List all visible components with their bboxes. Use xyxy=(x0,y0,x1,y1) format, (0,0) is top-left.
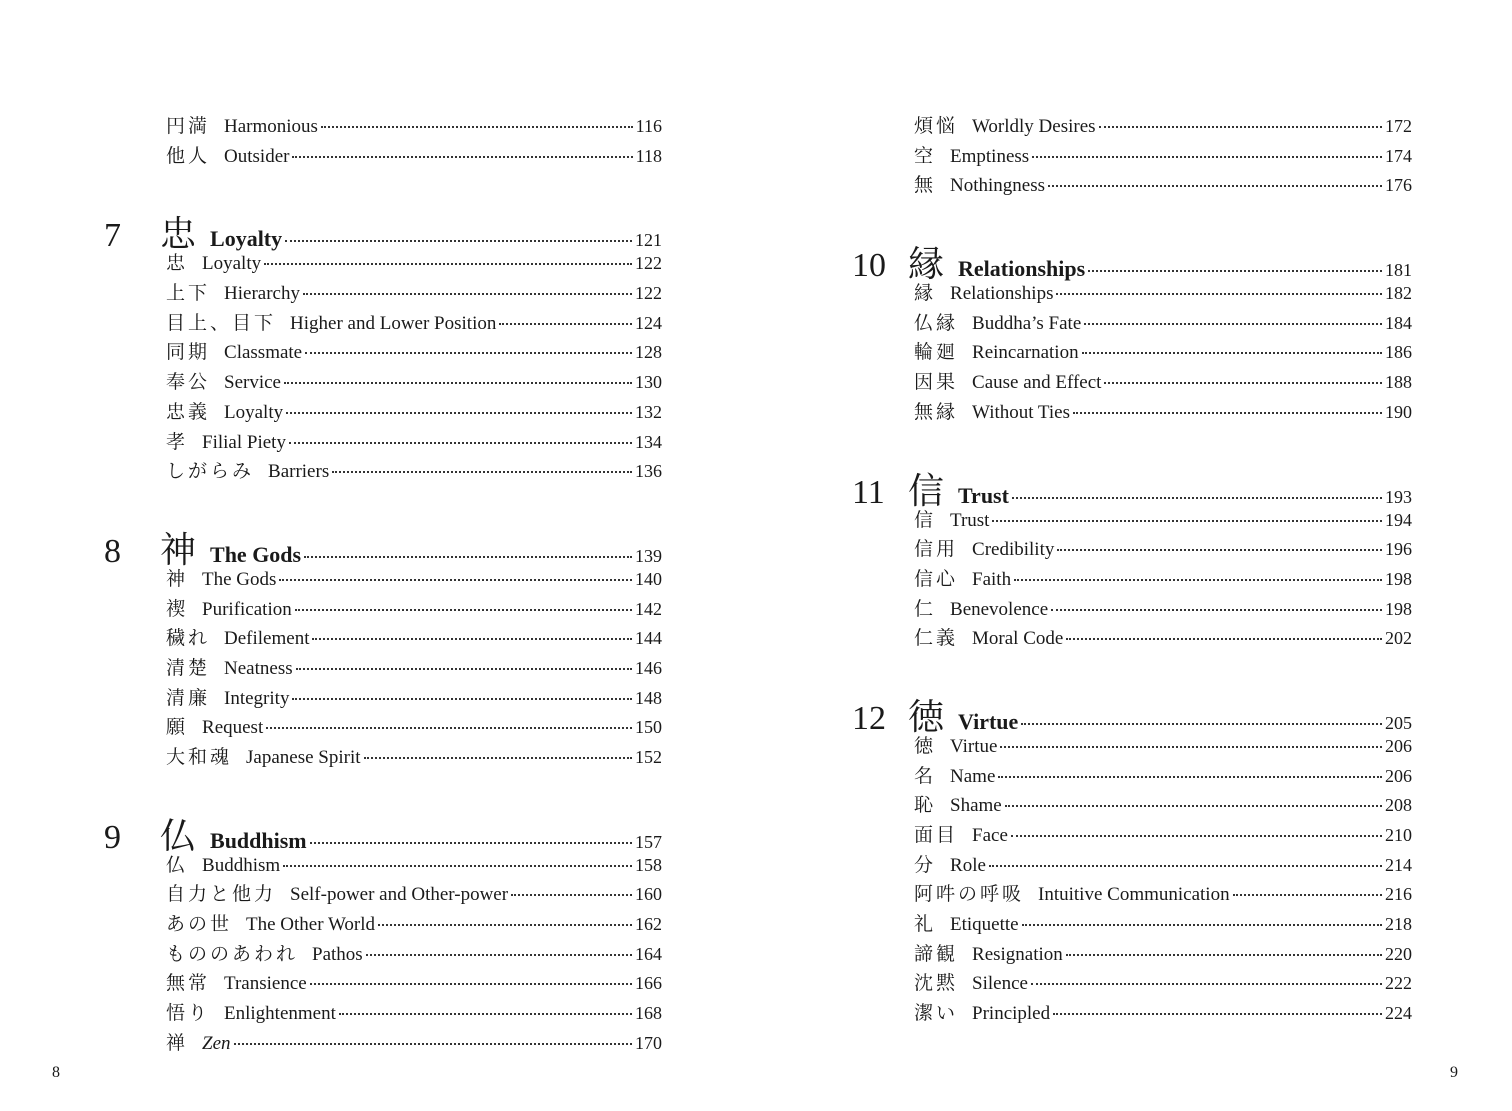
entry-page-number: 184 xyxy=(1385,312,1412,333)
chapter-title: Virtue xyxy=(958,708,1019,734)
chapter-number: 8 xyxy=(104,532,121,570)
entry-title: Purification xyxy=(202,598,292,620)
dot-leader xyxy=(303,293,632,295)
entry-japanese: 諦観 xyxy=(914,943,959,965)
entry-title: Role xyxy=(950,854,986,876)
toc-entry[interactable] xyxy=(166,623,662,653)
entry-japanese: 面目 xyxy=(914,825,959,846)
dot-leader xyxy=(1073,412,1382,414)
dot-leader xyxy=(998,776,1382,778)
dot-leader xyxy=(1005,805,1382,807)
toc-entry[interactable] xyxy=(914,879,1412,909)
entry-page-number: 190 xyxy=(1385,401,1412,422)
entry-page-number: 218 xyxy=(1385,914,1412,935)
dot-leader xyxy=(364,757,632,759)
entry-title: Face xyxy=(972,825,1008,846)
entry-title: Higher and Lower Position xyxy=(290,312,497,334)
entry-japanese: 空 xyxy=(914,145,937,167)
toc-entry[interactable] xyxy=(166,850,662,880)
toc-entry[interactable] xyxy=(166,909,662,939)
entry-japanese: しがらみ xyxy=(166,461,255,483)
toc-entry[interactable] xyxy=(914,308,1412,338)
entry-title: Service xyxy=(224,372,281,394)
entry-japanese: 無縁 xyxy=(914,401,959,423)
entry-title: Japanese Spirit xyxy=(246,747,361,768)
entry-title: Nothingness xyxy=(950,175,1046,197)
dot-leader xyxy=(286,412,632,414)
entry-page-number: 208 xyxy=(1385,795,1412,816)
entry-page-number: 224 xyxy=(1385,1003,1412,1024)
dot-leader xyxy=(310,842,632,844)
entry-page-number: 202 xyxy=(1385,628,1412,649)
toc-entry[interactable] xyxy=(166,308,662,338)
dot-leader xyxy=(1066,954,1382,956)
entry-page-number: 206 xyxy=(1385,735,1412,756)
toc-entry[interactable] xyxy=(166,998,662,1028)
entry-japanese: 無常 xyxy=(166,973,211,995)
toc-entry[interactable] xyxy=(166,939,662,969)
chapter-title: Trust xyxy=(958,482,1009,508)
entry-page-number: 170 xyxy=(635,1032,662,1053)
toc-entry[interactable] xyxy=(914,397,1412,427)
dot-leader xyxy=(1031,983,1382,985)
dot-leader xyxy=(1088,270,1382,272)
entry-japanese: 輪廻 xyxy=(914,342,959,364)
chapter-heading[interactable] xyxy=(852,689,1412,737)
dot-leader xyxy=(1099,126,1382,128)
entry-japanese: 神 xyxy=(166,568,189,590)
right-page-number: 9 xyxy=(1450,1064,1458,1081)
entry-japanese: あの世 xyxy=(166,914,233,936)
chapter-section xyxy=(104,808,662,1058)
chapter-section xyxy=(852,236,1412,426)
toc-entry[interactable] xyxy=(914,170,1412,200)
chapter-section xyxy=(852,463,1412,653)
entry-title: Silence xyxy=(972,973,1028,995)
toc-entry[interactable] xyxy=(914,564,1412,594)
entry-title: Moral Code xyxy=(972,628,1064,650)
entry-japanese: 礼 xyxy=(914,914,937,936)
entry-page-number: 150 xyxy=(635,717,662,738)
dot-leader xyxy=(279,579,632,581)
entry-japanese: 仏縁 xyxy=(914,312,959,334)
entry-japanese: 名 xyxy=(914,765,937,787)
toc-entry[interactable] xyxy=(914,850,1412,880)
chapter-section xyxy=(852,689,1412,1028)
entry-japanese: 因果 xyxy=(914,372,959,394)
entry-title: Request xyxy=(202,717,264,739)
toc-entry[interactable] xyxy=(166,141,662,171)
entry-title: The Other World xyxy=(246,914,375,936)
entry-page-number: 122 xyxy=(635,283,662,304)
chapter-section xyxy=(104,522,662,772)
entry-page-number: 136 xyxy=(635,461,662,482)
entry-japanese: 他人 xyxy=(166,145,211,167)
dot-leader xyxy=(292,156,632,158)
continued-entries xyxy=(104,111,662,170)
chapter-number: 11 xyxy=(852,473,885,511)
dot-leader xyxy=(989,865,1382,867)
dot-leader xyxy=(1053,1013,1382,1015)
entry-page-number: 164 xyxy=(635,943,662,964)
chapter-section xyxy=(104,206,662,486)
entry-page-number: 188 xyxy=(1385,372,1412,393)
dot-leader xyxy=(283,865,632,867)
dot-leader xyxy=(234,1043,632,1045)
entry-page-number: 116 xyxy=(635,116,662,136)
entry-japanese: 恥 xyxy=(914,795,937,817)
entry-page-number: 158 xyxy=(635,854,662,875)
entry-japanese: 自力と他力 xyxy=(166,884,277,906)
dot-leader xyxy=(511,894,632,896)
dot-leader xyxy=(1104,382,1382,384)
toc-entry[interactable] xyxy=(166,968,662,998)
chapter-title: Loyalty xyxy=(210,226,283,252)
chapter-number: 10 xyxy=(852,247,886,285)
chapter-page-number: 139 xyxy=(635,545,662,566)
dot-leader xyxy=(1082,352,1382,354)
dot-leader xyxy=(378,924,632,926)
toc-entry[interactable] xyxy=(914,337,1412,367)
entry-japanese: 分 xyxy=(914,854,937,876)
entry-japanese: 仏 xyxy=(166,854,189,876)
entry-title: Enlightenment xyxy=(224,1003,336,1025)
entry-japanese: 信 xyxy=(914,509,937,531)
toc-entry[interactable] xyxy=(166,564,662,594)
entry-page-number: 160 xyxy=(635,884,662,905)
entry-title: Defilement xyxy=(224,628,310,650)
chapter-number: 9 xyxy=(104,818,121,856)
toc-entry[interactable] xyxy=(914,505,1412,535)
chapter-page-number: 205 xyxy=(1385,712,1412,733)
toc-entry[interactable] xyxy=(914,820,1412,850)
entry-title: Reincarnation xyxy=(972,342,1079,364)
entry-japanese: 禊 xyxy=(166,598,189,620)
entry-page-number: 134 xyxy=(635,431,662,452)
entry-title: Emptiness xyxy=(950,145,1030,167)
toc-entry[interactable] xyxy=(914,367,1412,397)
entry-page-number: 124 xyxy=(635,312,662,333)
dot-leader xyxy=(285,240,632,242)
entry-japanese: 徳 xyxy=(914,735,937,757)
chapter-title: The Gods xyxy=(210,541,302,567)
entry-title: Outsider xyxy=(224,145,290,167)
entry-title: Loyalty xyxy=(202,253,262,275)
entry-japanese: 信用 xyxy=(914,539,959,561)
entry-title: Barriers xyxy=(268,461,330,483)
entry-japanese: 目上、目下 xyxy=(166,312,277,334)
entry-page-number: 210 xyxy=(1385,825,1412,845)
entry-page-number: 152 xyxy=(635,747,662,767)
entry-title: Hierarchy xyxy=(224,283,300,305)
dot-leader xyxy=(292,698,632,700)
entry-title: Pathos xyxy=(312,943,363,965)
dot-leader xyxy=(499,323,632,325)
entry-title: Benevolence xyxy=(950,598,1049,620)
entry-japanese: 阿吽の呼吸 xyxy=(914,884,1025,906)
toc-entry[interactable] xyxy=(166,278,662,308)
toc-entry[interactable] xyxy=(166,367,662,397)
entry-title: Resignation xyxy=(972,943,1063,965)
toc-entry[interactable] xyxy=(166,683,662,713)
toc-entry[interactable] xyxy=(914,998,1412,1028)
left-page-contents xyxy=(104,111,662,1058)
entry-japanese: 同期 xyxy=(166,342,211,364)
entry-page-number: 222 xyxy=(1385,973,1412,994)
toc-entry[interactable] xyxy=(166,427,662,457)
toc-entry[interactable] xyxy=(914,968,1412,998)
chapter-kanji: 信 xyxy=(908,470,945,511)
dot-leader xyxy=(1233,894,1382,896)
chapter-page-number: 157 xyxy=(635,831,662,852)
toc-entry[interactable] xyxy=(166,337,662,367)
entry-page-number: 174 xyxy=(1385,145,1412,166)
toc-entry[interactable] xyxy=(166,248,662,278)
entry-title: Shame xyxy=(950,795,1002,817)
dot-leader xyxy=(1011,835,1382,837)
toc-entry[interactable] xyxy=(914,534,1412,564)
chapter-heading[interactable] xyxy=(104,206,662,255)
dot-leader xyxy=(1051,609,1382,611)
toc-entry[interactable] xyxy=(166,712,662,742)
entry-title: Self-power and Other-power xyxy=(290,884,509,906)
dot-leader xyxy=(266,727,632,729)
entry-page-number: 142 xyxy=(635,598,662,619)
chapter-heading[interactable] xyxy=(852,236,1412,285)
entry-page-number: 162 xyxy=(635,914,662,935)
dot-leader xyxy=(1056,293,1382,295)
entry-japanese: 大和魂 xyxy=(166,747,233,768)
entry-japanese: 禅 xyxy=(166,1032,189,1054)
chapter-page-number: 181 xyxy=(1385,260,1412,281)
entry-japanese: 沈黙 xyxy=(914,973,959,995)
toc-entry[interactable] xyxy=(166,1028,662,1058)
toc-entry[interactable] xyxy=(914,278,1412,308)
entry-page-number: 182 xyxy=(1385,283,1412,304)
dot-leader xyxy=(1084,323,1382,325)
entry-title: Integrity xyxy=(224,687,290,709)
entry-japanese: 円満 xyxy=(166,116,211,137)
entry-title: Trust xyxy=(950,509,990,531)
entry-page-number: 194 xyxy=(1385,509,1412,530)
chapter-heading[interactable] xyxy=(104,522,662,570)
dot-leader xyxy=(295,609,632,611)
entry-page-number: 128 xyxy=(635,342,662,363)
toc-entry[interactable] xyxy=(166,456,662,486)
dot-leader xyxy=(305,352,632,354)
entry-japanese: 上下 xyxy=(166,283,211,305)
entry-title: Zen xyxy=(202,1032,231,1054)
toc-entry[interactable] xyxy=(166,594,662,624)
toc-entry[interactable] xyxy=(166,397,662,427)
entry-page-number: 132 xyxy=(635,401,662,422)
entry-title: Buddhism xyxy=(202,854,281,876)
entry-title: Principled xyxy=(972,1003,1051,1025)
entry-title: Transience xyxy=(224,973,307,995)
entry-title: Virtue xyxy=(950,735,998,757)
entry-page-number: 172 xyxy=(1385,116,1412,136)
dot-leader xyxy=(1022,924,1382,926)
entry-page-number: 144 xyxy=(635,628,662,649)
dot-leader xyxy=(1014,579,1382,581)
right-page-contents xyxy=(852,111,1412,1028)
entry-japanese: 無 xyxy=(914,175,937,197)
entry-page-number: 214 xyxy=(1385,854,1412,875)
toc-entry[interactable] xyxy=(166,653,662,683)
chapter-page-number: 121 xyxy=(635,230,662,251)
toc-entry[interactable] xyxy=(914,790,1412,820)
dot-leader xyxy=(312,638,632,640)
entry-page-number: 198 xyxy=(1385,598,1412,619)
entry-page-number: 206 xyxy=(1385,765,1412,786)
dot-leader xyxy=(992,520,1382,522)
chapter-kanji: 徳 xyxy=(908,696,945,737)
dot-leader xyxy=(296,668,632,670)
toc-entry[interactable] xyxy=(914,594,1412,624)
dot-leader xyxy=(310,983,632,985)
chapter-number: 7 xyxy=(104,217,121,255)
dot-leader xyxy=(332,471,632,473)
toc-entry[interactable] xyxy=(914,909,1412,939)
entry-japanese: 仁義 xyxy=(914,628,959,650)
entry-page-number: 140 xyxy=(635,568,662,589)
dot-leader xyxy=(1000,746,1382,748)
chapter-title: Relationships xyxy=(958,256,1086,282)
chapter-page-number: 193 xyxy=(1385,486,1412,507)
toc-entry[interactable] xyxy=(914,141,1412,171)
dot-leader xyxy=(321,126,633,128)
entry-title: Filial Piety xyxy=(202,431,286,453)
chapter-kanji: 仏 xyxy=(160,815,197,856)
entry-page-number: 186 xyxy=(1385,342,1412,363)
entry-title: Name xyxy=(950,765,996,787)
left-page-number: 8 xyxy=(52,1064,60,1081)
entry-page-number: 130 xyxy=(635,372,662,393)
entry-title: Worldly Desires xyxy=(972,116,1096,137)
entry-japanese: 潔い xyxy=(914,1003,959,1025)
entry-japanese: 縁 xyxy=(914,283,937,305)
entry-title: Buddha’s Fate xyxy=(972,312,1082,334)
entry-page-number: 146 xyxy=(635,657,662,678)
toc-entry[interactable] xyxy=(166,111,662,141)
entry-title: Faith xyxy=(972,568,1012,590)
entry-page-number: 122 xyxy=(635,253,662,274)
entry-page-number: 166 xyxy=(635,973,662,994)
entry-japanese: 仁 xyxy=(914,598,937,620)
entry-page-number: 118 xyxy=(635,145,662,166)
entry-page-number: 148 xyxy=(635,687,662,708)
dot-leader xyxy=(304,556,632,558)
dot-leader xyxy=(1021,723,1382,725)
chapter-kanji: 神 xyxy=(160,529,197,570)
entry-japanese: もののあわれ xyxy=(166,943,299,965)
dot-leader xyxy=(366,954,632,956)
entry-page-number: 216 xyxy=(1385,884,1412,905)
chapter-kanji: 忠 xyxy=(160,214,197,255)
toc-entry[interactable] xyxy=(914,623,1412,653)
entry-title: Relationships xyxy=(950,283,1054,305)
chapter-title: Buddhism xyxy=(210,827,307,853)
toc-entry[interactable] xyxy=(914,761,1412,791)
entry-page-number: 196 xyxy=(1385,539,1412,560)
entry-title: Neatness xyxy=(224,657,293,679)
entry-title: Cause and Effect xyxy=(972,372,1102,394)
toc-entry[interactable] xyxy=(914,939,1412,969)
dot-leader xyxy=(1048,185,1382,187)
dot-leader xyxy=(1032,156,1382,158)
entry-title: Credibility xyxy=(972,539,1055,561)
chapter-number: 12 xyxy=(852,699,886,737)
entry-title: Without Ties xyxy=(972,401,1070,423)
dot-leader xyxy=(1012,497,1382,499)
entry-japanese: 煩悩 xyxy=(914,116,959,137)
chapter-heading[interactable] xyxy=(852,463,1412,511)
entry-japanese: 忠 xyxy=(166,253,189,275)
toc-entry[interactable] xyxy=(914,731,1412,761)
entry-page-number: 198 xyxy=(1385,568,1412,589)
entry-japanese: 清廉 xyxy=(166,687,211,709)
entry-title: Loyalty xyxy=(224,401,284,423)
entry-japanese: 孝 xyxy=(166,431,189,453)
entry-japanese: 清楚 xyxy=(166,657,211,679)
dot-leader xyxy=(264,263,632,265)
entry-japanese: 願 xyxy=(166,717,189,739)
entry-japanese: 忠義 xyxy=(166,401,211,423)
continued-entries xyxy=(852,111,1412,200)
dot-leader xyxy=(1057,549,1382,551)
entry-japanese: 悟り xyxy=(166,1003,211,1025)
toc-entry[interactable] xyxy=(166,742,662,772)
entry-title: The Gods xyxy=(202,568,277,590)
entry-japanese: 信心 xyxy=(914,568,959,590)
entry-title: Intuitive Communication xyxy=(1038,884,1230,906)
dot-leader xyxy=(339,1013,632,1015)
dot-leader xyxy=(1066,638,1382,640)
dot-leader xyxy=(289,442,632,444)
entry-page-number: 176 xyxy=(1385,175,1412,196)
entry-japanese: 奉公 xyxy=(166,372,211,394)
dot-leader xyxy=(284,382,632,384)
chapter-heading[interactable] xyxy=(104,808,662,856)
toc-entry[interactable] xyxy=(914,111,1412,141)
entry-title: Classmate xyxy=(224,342,303,364)
toc-entry[interactable] xyxy=(166,879,662,909)
chapter-kanji: 縁 xyxy=(908,244,945,285)
entry-title: Harmonious xyxy=(224,116,318,137)
entry-japanese: 穢れ xyxy=(166,628,211,650)
entry-page-number: 220 xyxy=(1385,943,1412,964)
entry-title: Etiquette xyxy=(950,914,1019,936)
entry-page-number: 168 xyxy=(635,1003,662,1024)
